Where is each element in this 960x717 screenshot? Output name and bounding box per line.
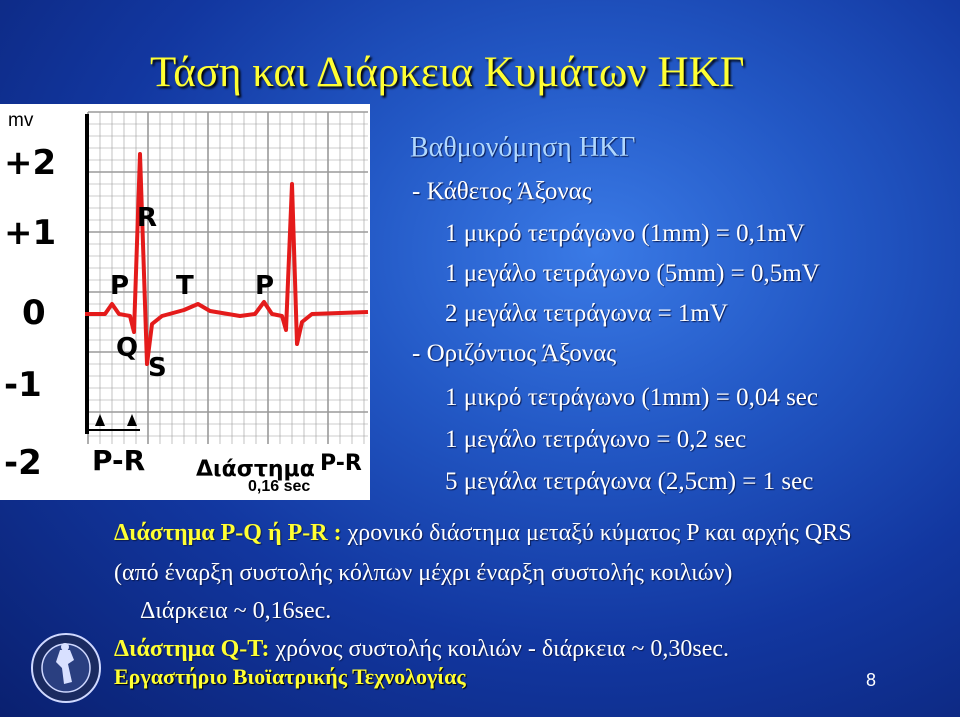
wave-label-p: P [110,271,130,301]
wave-label-p-next: P [255,271,275,301]
pr-duration-label: 0,16 sec [248,478,311,495]
university-seal-icon [30,630,102,706]
mv-unit-label: mv [8,110,34,131]
scale-tick-plus1: +1 [4,213,57,253]
horizontal-item: 1 μικρό τετράγωνο (1mm) = 0,04 sec [445,384,818,411]
scale-tick-zero: 0 [22,293,46,333]
pq-interval-text: χρονικό διάστημα μεταξύ κύματος P και αρχής QRS [341,520,852,546]
wave-label-q: Q [116,333,139,363]
qt-interval-label: Διάστημα Q-T: [114,636,270,662]
lab-name: Εργαστήριο Βιοϊατρικής Τεχνολογίας [114,664,466,689]
page-number: 8 [866,670,877,690]
vertical-item: 1 μικρό τετράγωνο (1mm) = 0,1mV [445,220,805,247]
calibration-bar [85,114,89,434]
pq-interval-line [114,520,852,547]
qt-interval-line [114,636,729,663]
calibration-heading: Βαθμονόμηση ΗΚΓ [410,132,636,163]
slide-title: Τάση και Διάρκεια Κυμάτων ΗΚΓ [150,49,745,96]
wave-label-r: R [137,203,158,233]
wave-label-s: S [148,353,167,383]
horizontal-item: 1 μεγάλο τετράγωνο = 0,2 sec [445,426,747,453]
pr-label-left: P-R [92,444,146,477]
vertical-item: 2 μεγάλα τετράγωνα = 1mV [445,300,728,327]
interval-caption: Διάστημα [196,457,315,482]
qt-interval-text: χρόνος συστολής κοιλιών - διάρκεια ~ 0,30sec. [269,636,729,662]
scale-tick-minus2: -2 [4,443,42,483]
interval-caption-pr: P-R [320,451,362,476]
ecg-strip [0,104,370,500]
scale-tick-plus2: +2 [4,143,57,183]
wave-label-t: T [176,271,194,301]
horizontal-item: 5 μεγάλα τετράγωνα (2,5cm) = 1 sec [445,468,814,495]
pq-duration: Διάρκεια ~ 0,16sec. [140,598,332,624]
horizontal-axis-heading: - Οριζόντιος Άξονας [412,340,617,367]
pq-interval-label: Διάστημα P-Q ή P-R : [114,520,342,546]
scale-tick-minus1: -1 [4,365,42,405]
pq-interval-explanation: (από έναρξη συστολής κόλπων μέχρι έναρξη συστολής κοιλιών) [114,560,733,586]
vertical-axis-heading: - Κάθετος Άξονας [412,178,592,205]
vertical-item: 1 μεγάλο τετράγωνο (5mm) = 0,5mV [445,260,820,287]
ecg-grid [88,112,368,444]
pr-interval-arrows [88,414,140,430]
